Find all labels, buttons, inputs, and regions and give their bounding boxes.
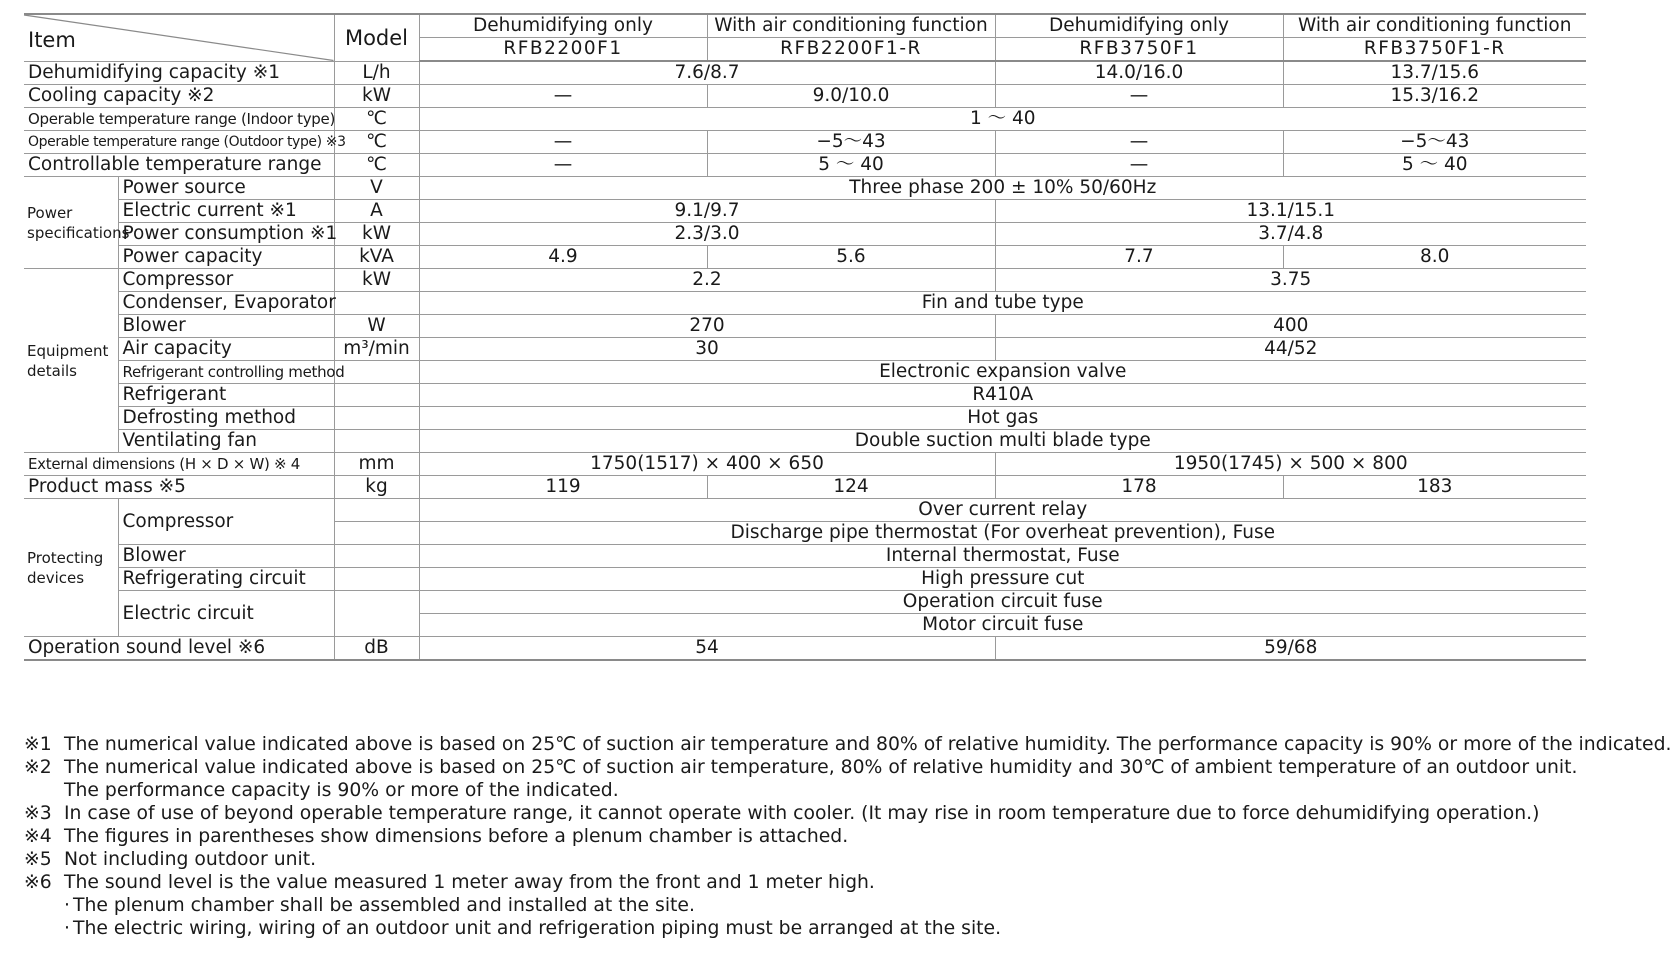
unit-cell: L/h	[334, 61, 419, 85]
value-cell: 1 ～ 40	[419, 108, 1586, 131]
row-label: Condenser, Evaporator	[118, 292, 334, 315]
unit-cell: kW	[334, 269, 419, 292]
group-label-protecting: Protecting devices	[24, 499, 118, 637]
row-label: Refrigerating circuit	[118, 568, 334, 591]
value-cell: 13.7/15.6	[1283, 61, 1586, 85]
unit-cell: mm	[334, 453, 419, 476]
unit-cell: V	[334, 177, 419, 200]
value-cell: Double suction multi blade type	[419, 430, 1586, 453]
spec-table	[24, 13, 1586, 661]
footnote	[24, 802, 1586, 825]
footnote-mark: ※5	[24, 849, 52, 870]
model-name: RFB2200F1	[419, 38, 707, 62]
footnote-mark: ※3	[24, 803, 52, 824]
value-cell: Over current relay	[419, 499, 1586, 522]
table-row	[24, 338, 1586, 361]
value-cell: High pressure cut	[419, 568, 1586, 591]
value-cell: 30	[419, 338, 995, 361]
unit-cell	[334, 407, 419, 430]
model-name: RFB3750F1-R	[1283, 38, 1586, 62]
value-cell: Internal thermostat, Fuse	[419, 545, 1586, 568]
value-cell: —	[419, 131, 707, 154]
value-cell: 400	[995, 315, 1586, 338]
row-label: Operable temperature range (Outdoor type) ※3	[24, 131, 334, 154]
table-row	[24, 637, 1586, 661]
category-header: With air conditioning function	[1283, 14, 1586, 38]
row-label: Product mass ※5	[24, 476, 334, 499]
value-cell: 9.0/10.0	[707, 85, 995, 108]
group-label-equipment: Equipment details	[24, 269, 118, 453]
footnote-text: The figures in parentheses show dimensions before a plenum chamber is attached.	[64, 826, 849, 847]
value-cell: −5～43	[1283, 131, 1586, 154]
row-label: Ventilating fan	[118, 430, 334, 453]
value-cell: 178	[995, 476, 1283, 499]
value-cell: 54	[419, 637, 995, 661]
table-row	[24, 476, 1586, 499]
unit-cell: m³/min	[334, 338, 419, 361]
row-label: External dimensions (H × D × W) ※ 4	[24, 453, 334, 476]
row-label: Cooling capacity ※2	[24, 85, 334, 108]
value-cell: 119	[419, 476, 707, 499]
row-label: Compressor	[118, 269, 334, 292]
table-row	[24, 568, 1586, 591]
value-cell: —	[995, 154, 1283, 177]
value-cell: 124	[707, 476, 995, 499]
unit-cell: ℃	[334, 108, 419, 131]
value-cell: —	[419, 154, 707, 177]
footnote-continuation: The performance capacity is 90% or more of the indicated.	[64, 780, 619, 801]
unit-cell	[334, 499, 419, 522]
row-label: Refrigerant	[118, 384, 334, 407]
footnote-text: The numerical value indicated above is based on 25℃ of suction air temperature, 80% of relative humidity and 30℃ of ambient temperature of an outdoor unit.	[64, 757, 1578, 778]
row-label: Operable temperature range (Indoor type)	[24, 108, 334, 131]
row-label: Blower	[118, 545, 334, 568]
bullet-text: The plenum chamber shall be assembled and installed at the site.	[73, 895, 695, 916]
value-cell: 7.6/8.7	[419, 61, 995, 85]
bullet-text: The electric wiring, wiring of an outdoor unit and refrigeration piping must be arranged at the site.	[73, 918, 1002, 939]
bullet-mark: ·	[64, 918, 70, 939]
value-cell: —	[995, 131, 1283, 154]
unit-cell	[334, 568, 419, 591]
footnote-text: The sound level is the value measured 1 meter away from the front and 1 meter high.	[64, 872, 875, 893]
value-cell: —	[995, 85, 1283, 108]
footnote	[24, 733, 1671, 756]
bullet-note	[24, 894, 1586, 917]
value-cell: Electronic expansion valve	[419, 361, 1586, 384]
value-cell: Discharge pipe thermostat (For overheat prevention), Fuse	[419, 522, 1586, 545]
value-cell: 3.7/4.8	[995, 223, 1586, 246]
footnote-text: In case of use of beyond operable temperature range, it cannot operate with cooler. (It may rise in room temperature due to force dehumidifying operation.)	[64, 803, 1540, 824]
row-label: Electric current ※1	[118, 200, 334, 223]
row-label: Air capacity	[118, 338, 334, 361]
value-cell: Operation circuit fuse	[419, 591, 1586, 614]
item-header-cell	[24, 14, 334, 61]
table-row	[24, 453, 1586, 476]
table-row	[24, 200, 1586, 223]
footnote-mark: ※4	[24, 826, 52, 847]
value-cell: —	[419, 85, 707, 108]
unit-cell: kW	[334, 223, 419, 246]
table-row	[24, 223, 1586, 246]
unit-cell: dB	[334, 637, 419, 661]
footnote-mark: ※1	[24, 734, 52, 755]
value-cell: 7.7	[995, 246, 1283, 269]
value-cell: 1950(1745) × 500 × 800	[995, 453, 1586, 476]
value-cell: Fin and tube type	[419, 292, 1586, 315]
model-header-cell: Model	[334, 14, 419, 61]
value-cell: 5 ～ 40	[707, 154, 995, 177]
table-row	[24, 269, 1586, 292]
footnote	[24, 871, 1586, 894]
row-label: Blower	[118, 315, 334, 338]
footnote-text: Not including outdoor unit.	[64, 849, 317, 870]
value-cell: 9.1/9.7	[419, 200, 995, 223]
table-row	[24, 61, 1586, 85]
unit-cell: kW	[334, 85, 419, 108]
row-label: Compressor	[118, 499, 334, 545]
row-label: Electric circuit	[118, 591, 334, 637]
unit-cell: ℃	[334, 131, 419, 154]
model-name: RFB3750F1	[995, 38, 1283, 62]
table-row	[24, 384, 1586, 407]
table-row	[24, 407, 1586, 430]
category-header: With air conditioning function	[707, 14, 995, 38]
footnote	[24, 848, 1586, 871]
table-row	[24, 430, 1586, 453]
unit-cell: kVA	[334, 246, 419, 269]
category-header: Dehumidifying only	[995, 14, 1283, 38]
header-row-categories	[24, 14, 1586, 38]
group-label-power: Power specifications	[24, 177, 118, 269]
value-cell: 2.2	[419, 269, 995, 292]
value-cell: 183	[1283, 476, 1586, 499]
footnotes	[24, 733, 1671, 940]
footnote	[24, 825, 1586, 848]
unit-cell	[334, 522, 419, 545]
table-row	[24, 591, 1586, 614]
footnote-mark: ※2	[24, 757, 52, 778]
value-cell: Three phase 200 ± 10% 50/60Hz	[419, 177, 1586, 200]
row-label: Controllable temperature range	[24, 154, 334, 177]
value-cell: Motor circuit fuse	[419, 614, 1586, 637]
unit-cell	[334, 545, 419, 568]
table-row	[24, 499, 1586, 522]
value-cell: 59/68	[995, 637, 1586, 661]
value-cell: 5.6	[707, 246, 995, 269]
table-row	[24, 246, 1586, 269]
value-cell: 3.75	[995, 269, 1586, 292]
table-row	[24, 292, 1586, 315]
unit-cell	[334, 361, 419, 384]
value-cell: 5 ～ 40	[1283, 154, 1586, 177]
table-row	[24, 108, 1586, 131]
row-label: Defrosting method	[118, 407, 334, 430]
unit-cell: W	[334, 315, 419, 338]
bullet-mark: ·	[64, 895, 70, 916]
row-label: Power capacity	[118, 246, 334, 269]
value-cell: 1750(1517) × 400 × 650	[419, 453, 995, 476]
value-cell: 4.9	[419, 246, 707, 269]
value-cell: 13.1/15.1	[995, 200, 1586, 223]
row-label: Refrigerant controlling method	[118, 361, 334, 384]
unit-cell: ℃	[334, 154, 419, 177]
item-header-label: Item	[28, 28, 76, 52]
footnote-mark: ※6	[24, 872, 52, 893]
unit-cell: kg	[334, 476, 419, 499]
value-cell: 15.3/16.2	[1283, 85, 1586, 108]
table-row	[24, 545, 1586, 568]
value-cell: −5～43	[707, 131, 995, 154]
value-cell: 44/52	[995, 338, 1586, 361]
row-label: Power consumption ※1	[118, 223, 334, 246]
unit-cell: A	[334, 200, 419, 223]
table-row	[24, 85, 1586, 108]
table-row	[24, 131, 1586, 154]
unit-cell	[334, 292, 419, 315]
value-cell: 2.3/3.0	[419, 223, 995, 246]
bullet-note	[24, 917, 1586, 940]
table-row	[24, 177, 1586, 200]
unit-cell	[334, 384, 419, 407]
value-cell: Hot gas	[419, 407, 1586, 430]
table-row	[24, 315, 1586, 338]
table-row	[24, 361, 1586, 384]
row-label: Operation sound level ※6	[24, 637, 334, 661]
row-label: Power source	[118, 177, 334, 200]
value-cell: 270	[419, 315, 995, 338]
row-label: Dehumidifying capacity ※1	[24, 61, 334, 85]
value-cell: 14.0/16.0	[995, 61, 1283, 85]
table-row	[24, 154, 1586, 177]
model-name: RFB2200F1-R	[707, 38, 995, 62]
unit-cell	[334, 591, 419, 637]
value-cell: R410A	[419, 384, 1586, 407]
category-header: Dehumidifying only	[419, 14, 707, 38]
unit-cell	[334, 430, 419, 453]
value-cell: 8.0	[1283, 246, 1586, 269]
footnote	[24, 756, 1586, 779]
footnote-text: The numerical value indicated above is based on 25℃ of suction air temperature and 80% of relative humidity. The performance capacity is 90% or more of the indicated.	[64, 734, 1671, 755]
